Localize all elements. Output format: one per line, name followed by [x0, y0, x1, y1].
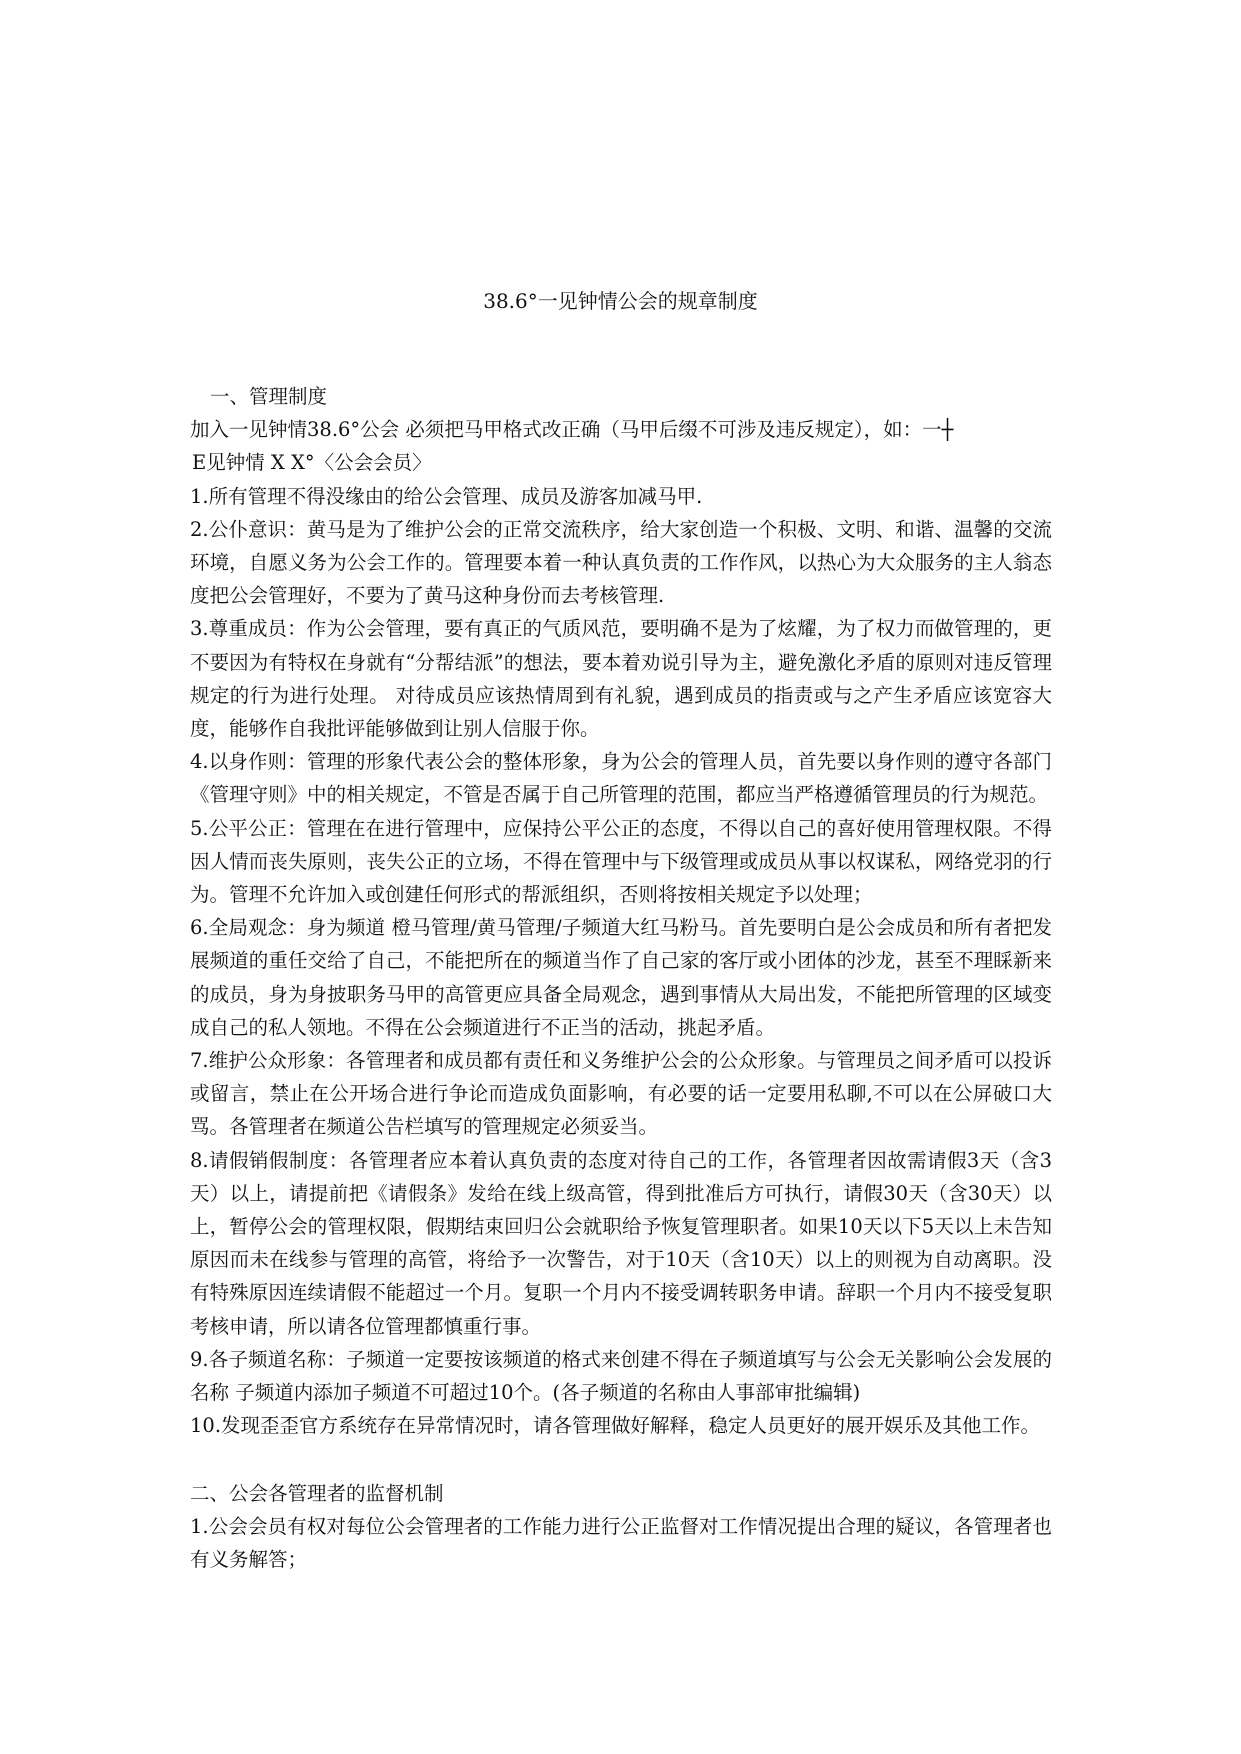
rule-item-4: 4.以身作则：管理的形象代表公会的整体形象，身为公会的管理人员，首先要以身作则的遵守各部门《管理守则》中的相关规定，不管是否属于自己所管理的范围，都应当严格遵循管理员的行为规范。 — [190, 750, 1052, 807]
rule-item-5: 5.公平公正：管理在在进行管理中，应保持公平公正的态度，不得以自己的喜好使用管理权限。不得因人情而丧失原则，丧失公正的立场，不得在管理中与下级管理或成员从事以权谋私，网络党羽的行为。管理不允许加入或创建任何形式的帮派组织，否则将按相关规定予以处理； — [190, 816, 1052, 907]
section-spacer — [190, 1443, 1052, 1477]
rule-item-10: 10.发现歪歪官方系统存在异常情况时，请各管理做好解释，稳定人员更好的展开娱乐及其他工作。 — [190, 1414, 1041, 1438]
rule-item-8: 8.请假销假制度：各管理者应本着认真负责的态度对待自己的工作，各管理者因故需请假3天（含3天）以上，请提前把《请假条》发给在线上级高管，得到批准后方可执行，请假30天（含30天）以上，暂停公会的管理权限，假期结束回归公会就职给予恢复管理职者。如果10天以下5天以上未告知原因而未在线参与管理的高管，将给予一次警告，对于10天（含10天）以上的则视为自动离职。没有特殊原因连续请假不能超过一个月。复职一个月内不接受调转职务申请。辞职一个月内不接受复职考核申请，所以请各位管理都慎重行事。 — [190, 1148, 1052, 1338]
document-body — [190, 380, 1052, 1576]
intro-paragraph: 加入一见钟情38.6°公会 必须把马甲格式改正确（马甲后缀不可涉及违反规定），如：一┼ — [190, 418, 954, 442]
rule-item-1: 1.所有管理不得没缘由的给公会管理、成员及游客加减马甲. — [190, 484, 703, 508]
page-title: 38.6°一见钟情公会的规章制度 — [483, 289, 758, 313]
rule-item-2: 2.公仆意识：黄马是为了维护公会的正常交流秩序，给大家创造一个积极、文明、和谐、温馨的交流环境，自愿义务为公会工作的。管理要本着一种认真负责的工作作风，以热心为大众服务的主人翁态度把公会管理好，不要为了黄马这种身份而去考核管理. — [190, 517, 1052, 608]
intro-example-nickname: Ε见钟情 Χ Χ°〈公会会员〉 — [192, 451, 432, 475]
section-heading-management: 一、管理制度 — [210, 385, 328, 408]
section-heading-supervision: 二、公会各管理者的监督机制 — [190, 1481, 444, 1505]
rule-item-3: 3.尊重成员：作为公会管理，要有真正的气质风范，要明确不是为了炫耀，为了权力而做管理的，更不要因为有特权在身就有“分帮结派”的想法，要本着劝说引导为主，避免激化矛盾的原则对违反管理规定的行为进行处理。 对待成员应该热情周到有礼貌，遇到成员的指责或与之产生矛盾应该宽容大度，能够作自我批评能够做到让别人信服于你。 — [190, 617, 1052, 741]
rule-item-7: 7.维护公众形象：各管理者和成员都有责任和义务维护公会的公众形象。与管理员之间矛盾可以投诉或留言，禁止在公开场合进行争论而造成负面影响，有必要的话一定要用私聊,不可以在公屏破口大骂。各管理者在频道公告栏填写的管理规定必须妥当。 — [190, 1049, 1052, 1139]
rule-item-9: 9.各子频道名称：子频道一定要按该频道的格式来创建不得在子频道填写与公会无关影响公会发展的名称 子频道内添加子频道不可超过10个。(各子频道的名称由人事部审批编辑) — [190, 1347, 1052, 1405]
rule-item-6: 6.全局观念：身为频道 橙马管理/黄马管理/子频道大红马粉马。首先要明白是公会成员和所有者把发展频道的重任交给了自己，不能把所在的频道当作了自己家的客厅或小团体的沙龙，甚至不理睬新来的成员，身为身披职务马甲的高管更应具备全局观念，遇到事情从大局出发，不能把所管理的区域变成自己的私人领地。不得在公会频道进行不正当的活动，挑起矛盾。 — [190, 916, 1052, 1039]
supervision-item-1: 1.公会会员有权对每位公会管理者的工作能力进行公正监督对工作情况提出合理的疑议，各管理者也有义务解答； — [190, 1514, 1052, 1571]
